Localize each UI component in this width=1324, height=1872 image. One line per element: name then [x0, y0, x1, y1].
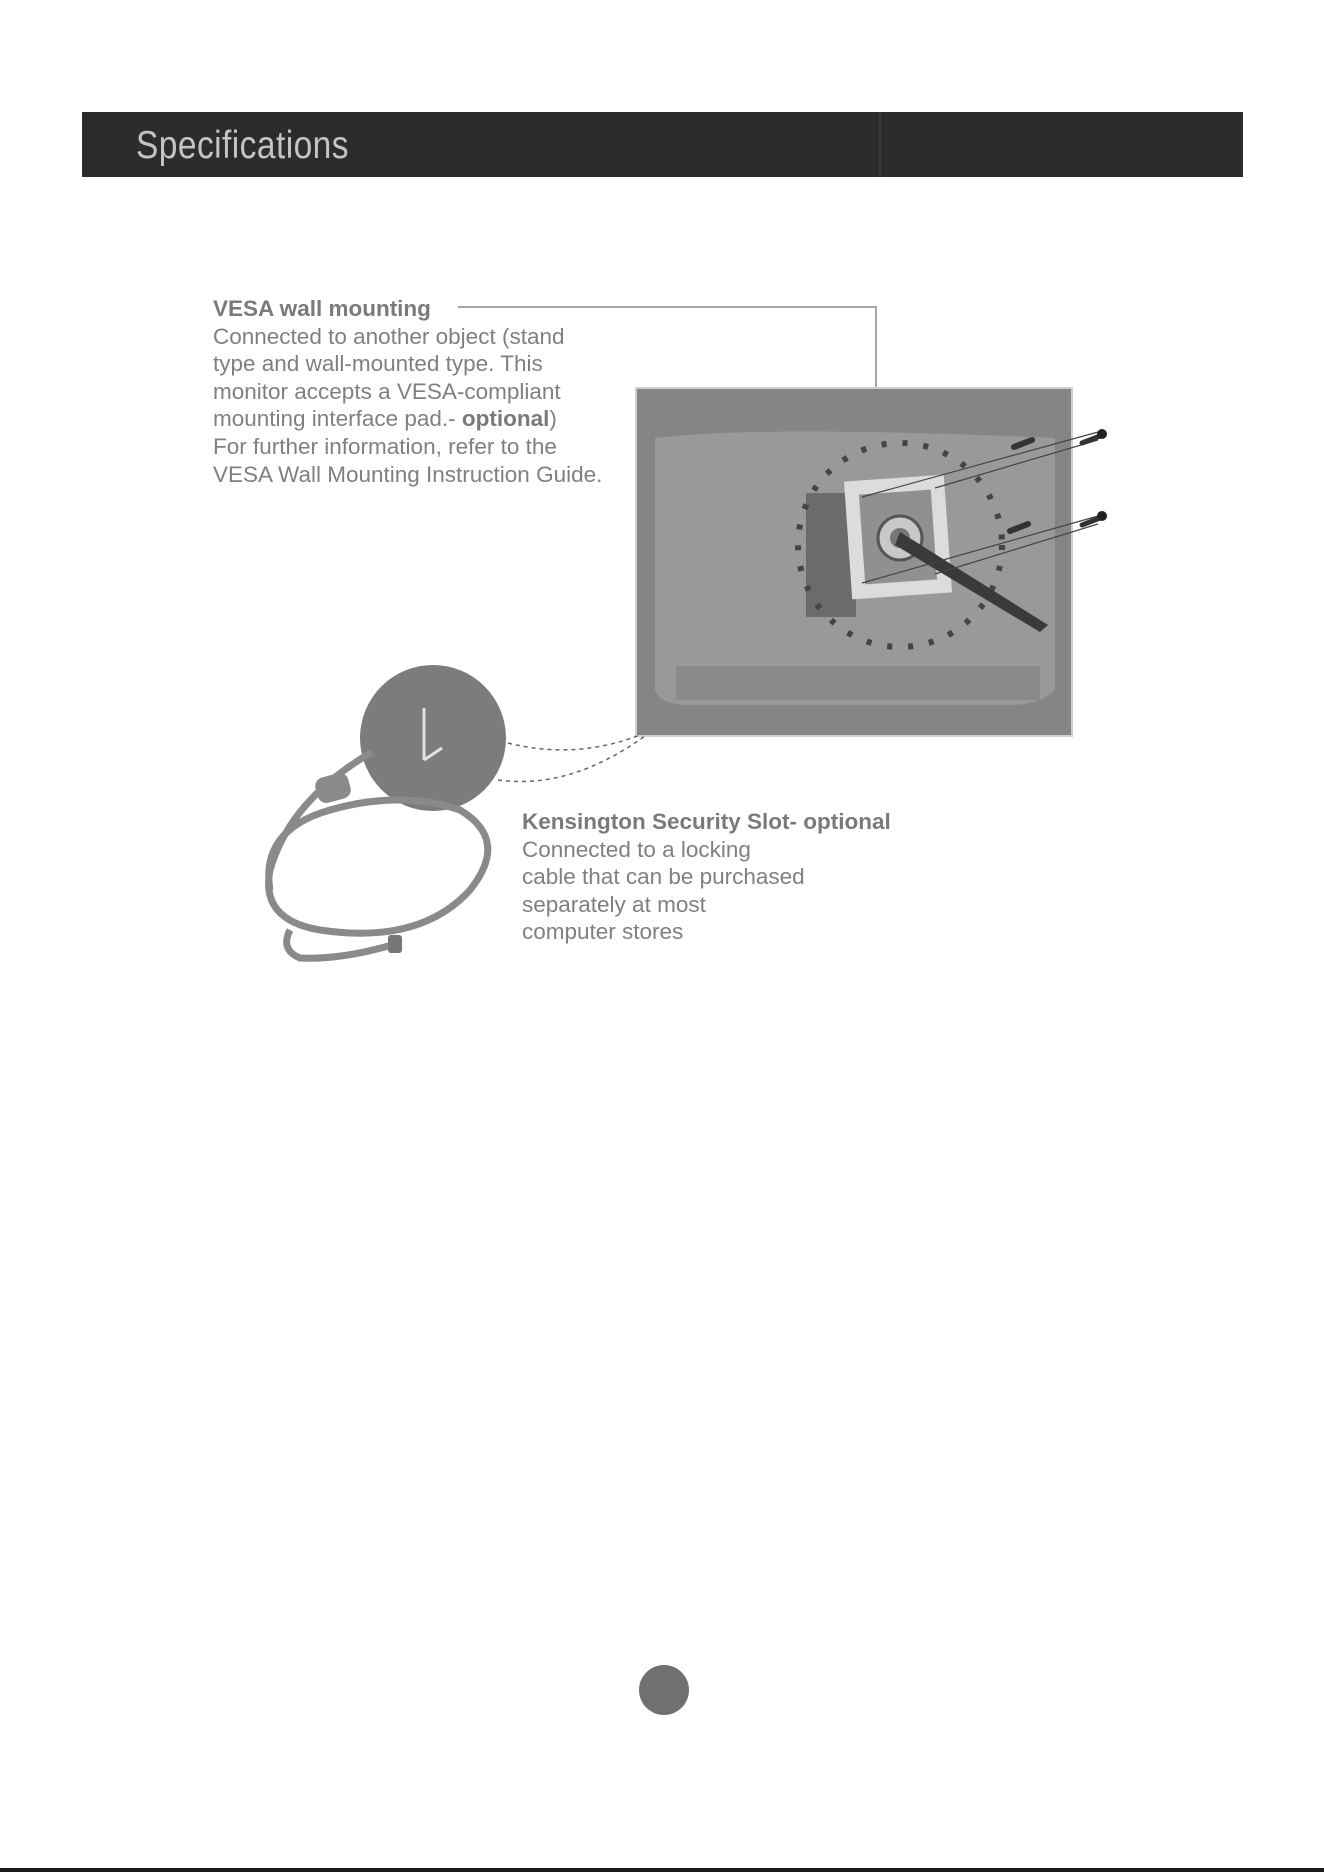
vesa-title: VESA wall mounting — [213, 296, 431, 321]
vesa-line-2: type and wall-mounted type. This — [213, 351, 543, 377]
vesa-line-1: Connected to another object (stand — [213, 323, 565, 349]
vesa-description — [213, 295, 633, 488]
kensington-title: Kensington Security Slot- optional — [522, 809, 891, 834]
vesa-line-4 — [213, 405, 633, 433]
kensington-line-2: cable that can be purchased — [522, 864, 805, 890]
monitor-back-icon — [636, 388, 1098, 736]
vesa-line-6: VESA Wall Mounting Instruction Guide. — [213, 461, 603, 487]
vesa-line-4-prefix: mounting interface pad.- — [213, 406, 462, 432]
kensington-line-4: computer stores — [522, 919, 684, 945]
bottom-rule — [0, 1868, 1324, 1872]
page-title: Specifications — [136, 124, 349, 167]
vesa-line-5: For further information, refer to the — [213, 433, 557, 459]
kensington-description — [522, 808, 982, 946]
vesa-optional-label: optional — [461, 406, 550, 432]
vesa-line-3: monitor accepts a VESA-compliant — [213, 378, 561, 404]
kensington-line-1: Connected to a locking — [522, 836, 751, 862]
kensington-line-3: separately at most — [522, 891, 706, 917]
vesa-line-4-suffix: ) — [549, 406, 557, 432]
screw-icon — [1082, 429, 1107, 525]
page-number-dot — [639, 1665, 689, 1715]
